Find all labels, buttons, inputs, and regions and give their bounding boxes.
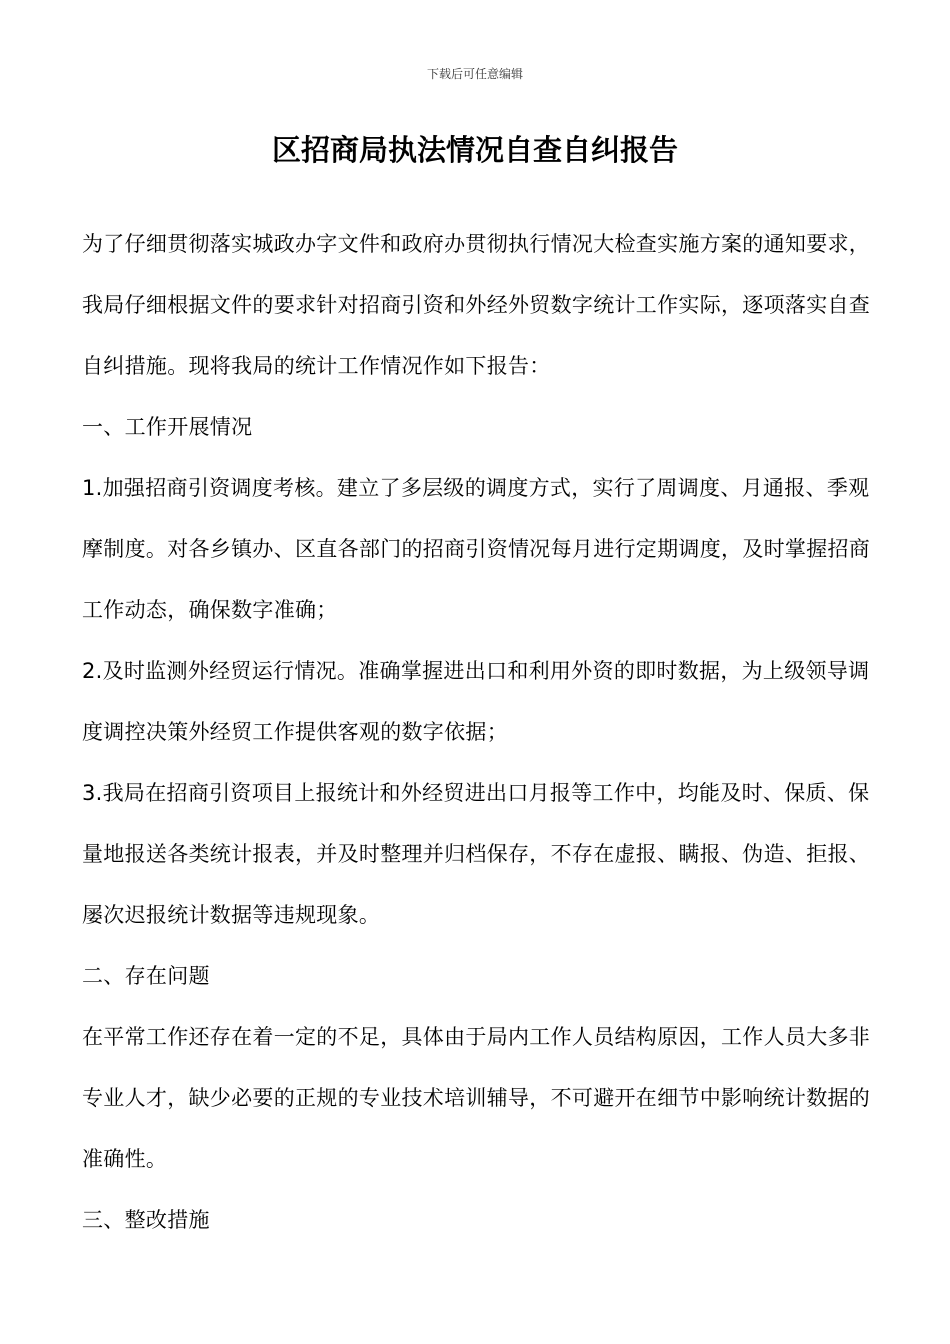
problem-paragraph: 在平常工作还存在着一定的不足，具体由于局内工作人员结构原因，工作人员大多非专业人才，缺少必要的正规的专业技术培训辅导，不可避开在细节中影响统计数据的准确性。 bbox=[82, 1025, 871, 1171]
work-item-2: 2.及时监测外经贸运行情况。准确掌握进出口和利用外资的即时数据，为上级领导调度调控决策外经贸工作提供客观的数字依据； bbox=[82, 659, 870, 744]
intro-paragraph: 为了仔细贯彻落实城政办字文件和政府办贯彻执行情况大检查实施方案的通知要求，我局仔细根据文件的要求针对招商引资和外经外贸数字统计工作实际，逐项落实自查自纠措施。现将我局的统计工作情况作如下报告： bbox=[82, 232, 871, 378]
section-heading-measures: 三、整改措施 bbox=[82, 1208, 210, 1232]
work-item-3: 3.我局在招商引资项目上报统计和外经贸进出口月报等工作中，均能及时、保质、保量地报送各类统计报表，并及时整理并归档保存，不存在虚报、瞒报、伪造、拒报、屡次迟报统计数据等违规现象。 bbox=[82, 781, 871, 927]
work-item-1: 1.加强招商引资调度考核。建立了多层级的调度方式，实行了周调度、月通报、季观摩制度。对各乡镇办、区直各部门的招商引资情况每月进行定期调度，及时掌握招商工作动态，确保数字准确； bbox=[82, 476, 871, 622]
document-body bbox=[82, 214, 880, 1251]
section-heading-work: 一、工作开展情况 bbox=[82, 415, 253, 439]
section-heading-problems: 二、存在问题 bbox=[82, 964, 210, 988]
document-title: 区招商局执法情况自查自纠报告 bbox=[271, 133, 678, 167]
header-note: 下载后可任意编辑 bbox=[426, 67, 523, 81]
